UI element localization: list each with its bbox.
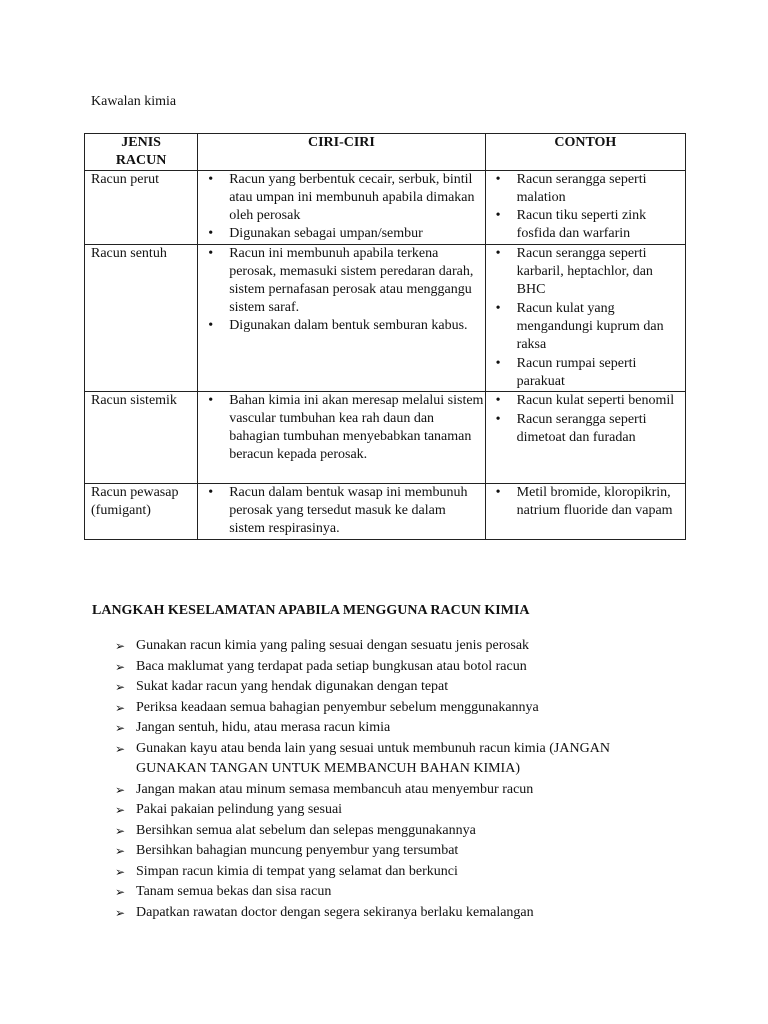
poison-type-cell: Racun sentuh bbox=[85, 245, 198, 392]
poison-type-cell: Racun sistemik bbox=[85, 392, 198, 484]
list-item: • Racun serangga seperti malation bbox=[492, 171, 685, 207]
features-cell bbox=[198, 245, 485, 392]
step-text: Bersihkan bahagian muncung penyembur yang tersumbat bbox=[136, 843, 459, 858]
arrow-bullet-icon: ➢ bbox=[115, 864, 126, 879]
step-text: Bersihkan semua alat sebelum dan selepas menggunakannya bbox=[136, 822, 476, 838]
list-item bbox=[115, 903, 675, 924]
list-item: • Racun kulat yang mengandungi kuprum dan raksa bbox=[492, 300, 685, 354]
list-item bbox=[115, 800, 675, 821]
features-cell bbox=[198, 171, 485, 245]
table-row bbox=[85, 392, 686, 484]
list-item: • Metil bromide, kloropikrin, natrium fluoride dan vapam bbox=[492, 484, 685, 520]
table-header-row bbox=[85, 134, 686, 171]
section-heading: LANGKAH KESELAMATAN APABILA MENGGUNA RACUN KIMIA bbox=[92, 603, 530, 618]
step-text: Jangan makan atau minum semasa membancuh atau menyembur racun bbox=[136, 781, 534, 797]
features-cell bbox=[198, 484, 485, 540]
list-item: • Racun dalam bentuk wasap ini membunuh perosak yang tersedut masuk ke dalam sistem respirasinya. bbox=[204, 484, 484, 538]
list-item: • Racun tiku seperti zink fosfida dan warfarin bbox=[492, 207, 685, 243]
arrow-bullet-icon: ➢ bbox=[115, 782, 126, 797]
table-row bbox=[85, 484, 686, 540]
arrow-bullet-icon: ➢ bbox=[115, 721, 126, 735]
poison-types-table bbox=[84, 133, 686, 540]
step-text: Simpan racun kimia di tempat yang selamat dan berkunci bbox=[136, 863, 458, 879]
list-item: • Racun yang berbentuk cecair, serbuk, bintil atau umpan ini membunuh apabila dimakan oleh perosak bbox=[204, 171, 484, 225]
step-text: Sukat kadar racun yang hendak digunakan dengan tepat bbox=[136, 679, 449, 694]
table-row bbox=[85, 245, 686, 392]
arrow-bullet-icon: ➢ bbox=[115, 803, 126, 817]
arrow-bullet-icon: ➢ bbox=[115, 844, 126, 858]
arrow-bullet-icon: ➢ bbox=[115, 680, 126, 694]
list-item bbox=[115, 841, 675, 862]
arrow-bullet-icon: ➢ bbox=[115, 700, 126, 715]
list-item bbox=[115, 698, 675, 719]
list-item: • Digunakan sebagai umpan/sembur bbox=[204, 225, 484, 243]
examples-cell bbox=[485, 245, 685, 392]
step-text: Periksa keadaan semua bahagian penyembur sebelum menggunakannya bbox=[136, 699, 539, 715]
examples-cell bbox=[485, 392, 685, 484]
poison-type-cell: Racun perut bbox=[85, 171, 198, 245]
poison-type-cell: Racun pewasap (fumigant) bbox=[85, 484, 198, 540]
arrow-bullet-icon: ➢ bbox=[115, 905, 126, 920]
header-ciri-ciri: CIRI-CIRI bbox=[198, 134, 485, 171]
table-row bbox=[85, 171, 686, 245]
examples-cell bbox=[485, 484, 685, 540]
list-item bbox=[115, 718, 675, 739]
list-item bbox=[115, 821, 675, 842]
arrow-bullet-icon: ➢ bbox=[115, 639, 126, 653]
arrow-bullet-icon: ➢ bbox=[115, 823, 126, 838]
arrow-bullet-icon: ➢ bbox=[115, 885, 126, 899]
header-contoh: CONTOH bbox=[485, 134, 685, 171]
list-item: • Digunakan dalam bentuk semburan kabus. bbox=[204, 317, 484, 335]
step-text: Pakai pakaian pelindung yang sesuai bbox=[136, 802, 343, 817]
safety-steps-list bbox=[115, 636, 675, 923]
header-jenis-racun: JENIS RACUN bbox=[85, 134, 198, 171]
list-item bbox=[115, 780, 675, 801]
page-title: Kawalan kimia bbox=[91, 94, 177, 109]
step-text: Baca maklumat yang terdapat pada setiap bungkusan atau botol racun bbox=[136, 658, 527, 674]
list-item bbox=[115, 739, 675, 780]
list-item bbox=[115, 636, 675, 657]
list-item: • Racun serangga seperti dimetoat dan furadan bbox=[492, 411, 685, 447]
list-item: • Racun kulat seperti benomil bbox=[492, 392, 685, 410]
step-text: Gunakan racun kimia yang paling sesuai dengan sesuatu jenis perosak bbox=[136, 638, 530, 653]
step-text: Dapatkan rawatan doctor dengan segera sekiranya berlaku kemalangan bbox=[136, 904, 534, 920]
list-item: • Racun rumpai seperti parakuat bbox=[492, 355, 685, 391]
step-text: Jangan sentuh, hidu, atau merasa racun kimia bbox=[136, 720, 391, 735]
list-item bbox=[115, 677, 675, 698]
step-text: Gunakan kayu atau benda lain yang sesuai untuk membunuh racun kimia (JANGAN GUNAKAN TANGAN UNTUK MEMBANCUH BAHAN KIMIA) bbox=[136, 740, 610, 776]
list-item: • Bahan kimia ini akan meresap melalui sistem vascular tumbuhan kea rah daun dan bahagian tumbuhan menyebabkan tanaman beracun kepada perosak. bbox=[204, 392, 484, 464]
list-item bbox=[115, 882, 675, 903]
list-item: • Racun ini membunuh apabila terkena perosak, memasuki sistem peredaran darah, sistem pernafasan perosak atau menggangu sistem saraf. bbox=[204, 245, 484, 317]
arrow-bullet-icon: ➢ bbox=[115, 741, 126, 756]
list-item bbox=[115, 657, 675, 678]
list-item: • Racun serangga seperti karbaril, heptachlor, dan BHC bbox=[492, 245, 685, 299]
list-item bbox=[115, 862, 675, 883]
features-cell bbox=[198, 392, 485, 484]
arrow-bullet-icon: ➢ bbox=[115, 659, 126, 674]
step-text: Tanam semua bekas dan sisa racun bbox=[136, 884, 332, 899]
examples-cell bbox=[485, 171, 685, 245]
